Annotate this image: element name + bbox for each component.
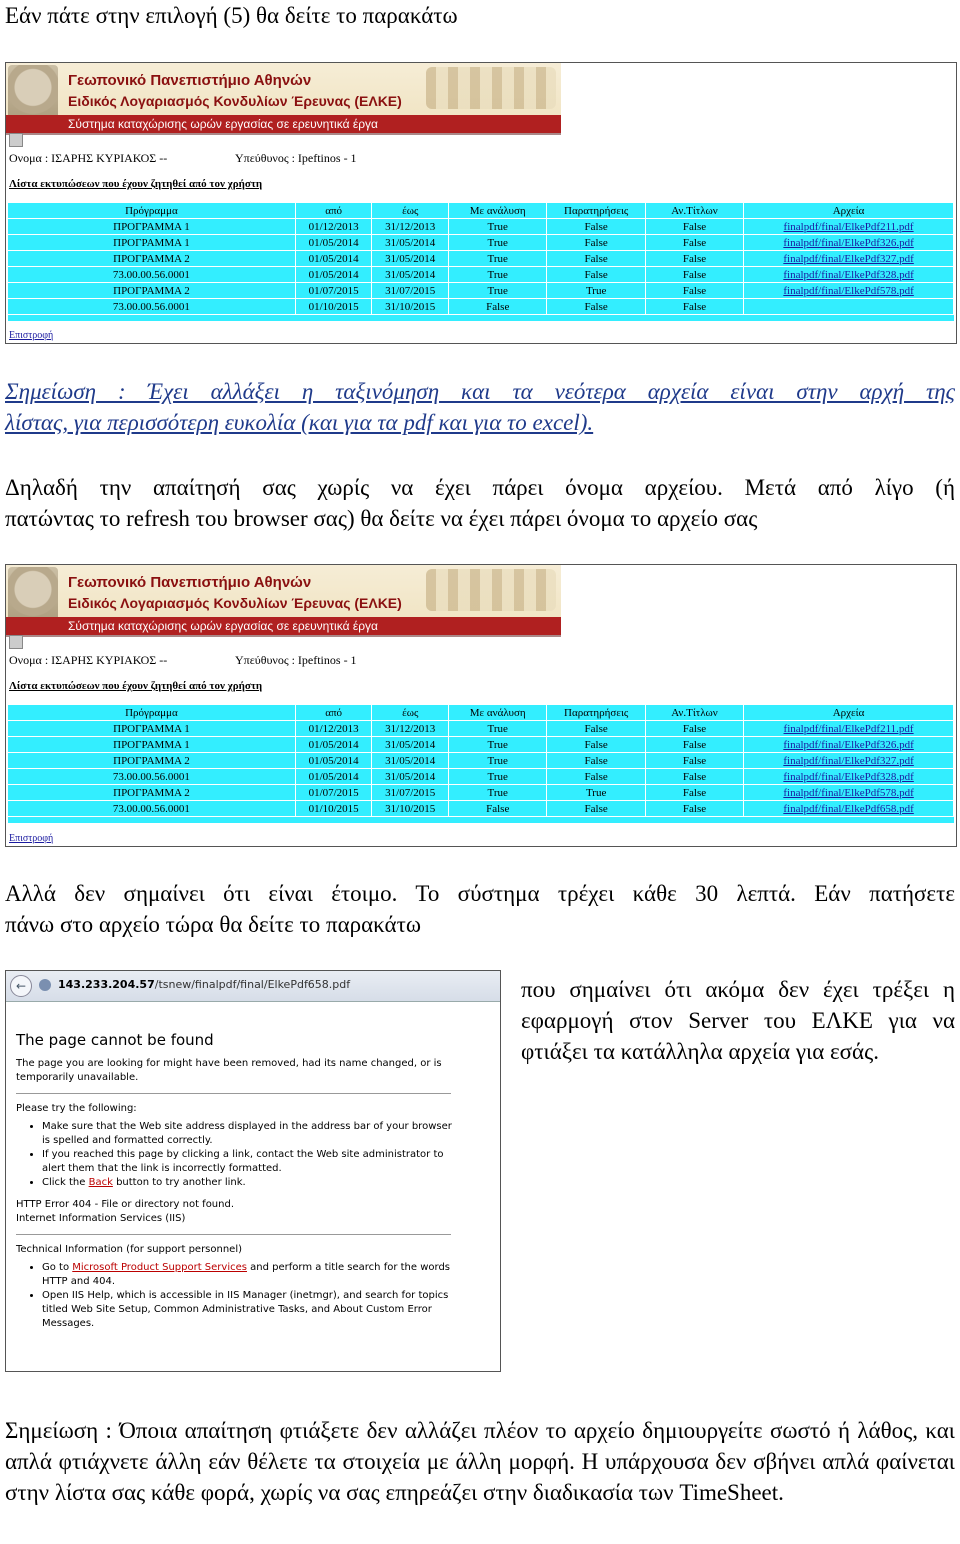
table-row <box>8 267 954 283</box>
table-cell: True <box>449 267 547 283</box>
column-header: έως <box>372 705 449 721</box>
list-item: • Click the Back button to try another link. <box>42 1176 456 1190</box>
table-cell: 01/05/2014 <box>295 753 372 769</box>
pdf-link[interactable]: finalpdf/final/ElkePdf326.pdf <box>744 235 954 251</box>
table-cell: ΠΡΟΓΡΑΜΜΑ 1 <box>8 235 295 251</box>
column-header: Με ανάλυση <box>449 705 547 721</box>
banner-title: Γεωπονικό Πανεπιστήμιο Αθηνών <box>68 574 312 591</box>
table-cell: True <box>449 235 547 251</box>
column-header: Με ανάλυση <box>449 203 547 219</box>
table-cell: 31/07/2015 <box>372 785 449 801</box>
list-item: • Open IIS Help, which is accessible in IIS Manager (inetmgr), and search for topics titled Web Site Setup, Common Administrative Tasks, and About Custom Error Messages. <box>42 1289 456 1331</box>
table-cell: True <box>547 283 645 299</box>
http-error: HTTP Error 404 - File or directory not found. <box>16 1199 235 1210</box>
app-banner <box>6 565 561 637</box>
table-cell: 31/05/2014 <box>372 753 449 769</box>
table-cell: False <box>547 267 645 283</box>
list-item: • Go to Microsoft Product Support Services and perform a title search for the words HTTP and 404. <box>42 1261 456 1289</box>
table-cell: False <box>645 219 743 235</box>
column-header: Αν.Τίτλων <box>645 203 743 219</box>
list-item: • If you reached this page by clicking a link, contact the Web site administrator to alert them that the link is incorrectly formatted. <box>42 1148 456 1176</box>
table-cell: True <box>449 721 547 737</box>
table-cell: 01/05/2014 <box>295 251 372 267</box>
column-header: Πρόγραμμα <box>8 203 295 219</box>
requests-table <box>8 203 954 321</box>
table-cell: True <box>449 753 547 769</box>
table-cell: False <box>547 721 645 737</box>
table-cell: ΠΡΟΓΡΑΜΜΑ 2 <box>8 753 295 769</box>
column-header: από <box>295 705 372 721</box>
column-header: Αρχεία <box>744 203 954 219</box>
table-cell: 73.00.00.56.0001 <box>8 299 295 315</box>
table-cell: False <box>547 299 645 315</box>
table-cell: 01/05/2014 <box>295 235 372 251</box>
ornament-decoration <box>426 67 556 109</box>
pdf-link[interactable]: finalpdf/final/ElkePdf578.pdf <box>744 283 954 299</box>
table-cell: 73.00.00.56.0001 <box>8 801 295 817</box>
table-cell: ΠΡΟΓΡΑΜΜΑ 2 <box>8 251 295 267</box>
app-screenshot-1 <box>5 62 957 344</box>
table-row <box>8 785 954 801</box>
table-cell: 73.00.00.56.0001 <box>8 769 295 785</box>
table-cell: 01/05/2014 <box>295 267 372 283</box>
table-cell: 31/05/2014 <box>372 235 449 251</box>
table-cell: False <box>547 753 645 769</box>
para-2-line-1: Δηλαδή την απαίτησή σας χωρίς να έχει πάρει όνομα αρχείου. Μετά από λίγο (ή <box>5 475 955 500</box>
pdf-link[interactable]: finalpdf/final/ElkePdf328.pdf <box>744 267 954 283</box>
table-cell: 31/05/2014 <box>372 737 449 753</box>
pdf-link[interactable]: finalpdf/final/ElkePdf211.pdf <box>744 721 954 737</box>
column-header: Παρατηρήσεις <box>547 705 645 721</box>
pdf-link[interactable]: finalpdf/final/ElkePdf658.pdf <box>744 801 954 817</box>
back-link[interactable]: Επιστροφή <box>9 833 54 844</box>
table-cell: False <box>645 737 743 753</box>
column-header: Αν.Τίτλων <box>645 705 743 721</box>
column-header: Πρόγραμμα <box>8 705 295 721</box>
table-cell: 01/07/2015 <box>295 785 372 801</box>
pdf-link[interactable]: finalpdf/final/ElkePdf578.pdf <box>744 785 954 801</box>
table-cell: False <box>645 769 743 785</box>
url-text[interactable]: 143.233.204.57/tsnew/finalpdf/final/ElkePdf658.pdf <box>58 978 351 991</box>
iis-label: Internet Information Services (IIS) <box>16 1213 186 1224</box>
final-note: Σημείωση : Όποια απαίτηση φτιάξετε δεν αλλάζει πλέον το αρχείο δημιουργείτε σωστό ή λάθος, και απλά φτιάχνετε άλλη εάν θέλετε τα στοιχεία με άλλη μορφή. Η υπάρχουσα δεν σβήνει απλά φαίνεται στην λίστα σας κάθε φορά, χωρίς να σας επηρεάζει στην διαδικασία των TimeSheet. <box>5 1418 955 1505</box>
table-cell: ΠΡΟΓΡΑΜΜΑ 1 <box>8 737 295 753</box>
print-list-link[interactable]: Λίστα εκτυπώσεων που έχουν ζητηθεί από τον χρήστη <box>9 178 263 190</box>
user-name: Ονομα : ΙΣΑΡΗΣ ΚΥΡΙΑΚΟΣ -- <box>9 653 168 667</box>
table-header <box>8 705 954 721</box>
table-cell: 01/12/2013 <box>295 219 372 235</box>
banner-strip: Σύστημα καταχώρισης ωρών εργασίας σε ερευνητικά έργα <box>6 115 561 133</box>
app-screenshot-2 <box>5 564 957 847</box>
table-row <box>8 737 954 753</box>
back-link[interactable]: Back <box>88 1177 113 1188</box>
pdf-link[interactable]: finalpdf/final/ElkePdf211.pdf <box>744 219 954 235</box>
column-header: έως <box>372 203 449 219</box>
back-arrow-icon[interactable]: ← <box>10 975 32 997</box>
requests-table <box>8 705 954 823</box>
user-line <box>9 653 357 668</box>
table-row <box>8 753 954 769</box>
column-header: Παρατηρήσεις <box>547 203 645 219</box>
para-3-line-2: πάνω στο αρχείο τώρα θα δείτε το παρακάτω <box>5 912 421 937</box>
table-row <box>8 283 954 299</box>
support-link[interactable]: Microsoft Product Support Services <box>72 1262 247 1273</box>
table-cell: True <box>449 251 547 267</box>
tech-info-label: Technical Information (for support personnel) <box>16 1244 243 1255</box>
table-cell: False <box>645 283 743 299</box>
table-cell: False <box>645 785 743 801</box>
table-cell: 01/10/2015 <box>295 299 372 315</box>
side-explanation: που σημαίνει ότι ακόμα δεν έχει τρέξει η εφαρμογή στον Server του ΕΛΚΕ για να φτιάξει τα κατάλληλα αρχεία για εσάς. <box>521 977 955 1064</box>
table-cell: 01/10/2015 <box>295 801 372 817</box>
table-row <box>8 235 954 251</box>
print-icon[interactable] <box>9 635 23 649</box>
table-cell: True <box>449 769 547 785</box>
table-cell: False <box>645 251 743 267</box>
table-header <box>8 203 954 219</box>
table-cell: 01/07/2015 <box>295 283 372 299</box>
table-cell: 31/12/2013 <box>372 219 449 235</box>
table-cell: True <box>449 283 547 299</box>
pdf-link[interactable]: finalpdf/final/ElkePdf326.pdf <box>744 737 954 753</box>
table-cell: False <box>645 753 743 769</box>
error-message: The page you are looking for might have been removed, had its name changed, or is temporarily unavailable. <box>16 1058 442 1083</box>
table-row <box>8 769 954 785</box>
table-cell: False <box>547 769 645 785</box>
list-item: • Make sure that the Web site address displayed in the address bar of your browser is spelled and formatted correctly. <box>42 1120 456 1148</box>
table-cell: True <box>449 737 547 753</box>
table-cell: True <box>547 785 645 801</box>
table-cell: False <box>645 721 743 737</box>
table-cell: False <box>645 235 743 251</box>
table-cell: False <box>645 801 743 817</box>
table-cell: False <box>645 299 743 315</box>
table-row <box>8 251 954 267</box>
table-cell: 31/10/2015 <box>372 801 449 817</box>
table-cell: 31/05/2014 <box>372 769 449 785</box>
table-row <box>8 721 954 737</box>
address-bar <box>6 971 500 1002</box>
table-cell: False <box>449 801 547 817</box>
globe-icon <box>39 979 51 991</box>
table-cell: 31/12/2013 <box>372 721 449 737</box>
table-cell: False <box>449 299 547 315</box>
error-content <box>16 1031 456 1331</box>
banner-subtitle: Ειδικός Λογαριασμός Κονδυλίων Έρευνας (ΕΛΚΕ) <box>68 93 402 109</box>
table-cell: 01/05/2014 <box>295 737 372 753</box>
table-cell: False <box>547 737 645 753</box>
tech-list <box>16 1261 456 1331</box>
para-2-line-2: πατώντας το refresh του browser σας) θα δείτε να έχει πάρει όνομα το αρχείο σας <box>5 506 758 531</box>
pdf-link[interactable]: finalpdf/final/ElkePdf327.pdf <box>744 251 954 267</box>
responsible-name: Υπεύθυνος : Ipeftinos - 1 <box>235 151 357 165</box>
user-name: Ονομα : ΙΣΑΡΗΣ ΚΥΡΙΑΚΟΣ -- <box>9 151 168 165</box>
table-cell: 73.00.00.56.0001 <box>8 267 295 283</box>
print-list-link[interactable]: Λίστα εκτυπώσεων που έχουν ζητηθεί από τον χρήστη <box>9 680 263 692</box>
table-cell: False <box>547 219 645 235</box>
back-link[interactable]: Επιστροφή <box>9 330 54 341</box>
pdf-link[interactable]: finalpdf/final/ElkePdf327.pdf <box>744 753 954 769</box>
suggestions-list <box>16 1120 456 1190</box>
table-row <box>8 801 954 817</box>
print-icon[interactable] <box>9 133 23 147</box>
banner-title: Γεωπονικό Πανεπιστήμιο Αθηνών <box>68 72 312 89</box>
para-3-line-1: Αλλά δεν σημαίνει ότι είναι έτοιμο. Το σύστημα τρέχει κάθε 30 λεπτά. Εάν πατήσετε <box>5 881 955 906</box>
table-cell: 31/10/2015 <box>372 299 449 315</box>
table-cell: ΠΡΟΓΡΑΜΜΑ 1 <box>8 721 295 737</box>
table-cell: 31/05/2014 <box>372 251 449 267</box>
banner-strip: Σύστημα καταχώρισης ωρών εργασίας σε ερευνητικά έργα <box>6 617 561 635</box>
browser-error-screenshot <box>5 970 501 1372</box>
error-heading: The page cannot be found <box>16 1031 214 1049</box>
user-line <box>9 151 357 166</box>
pdf-link[interactable]: finalpdf/final/ElkePdf328.pdf <box>744 769 954 785</box>
pdf-link <box>744 299 954 315</box>
try-label: Please try the following: <box>16 1103 137 1114</box>
table-row <box>8 299 954 315</box>
table-cell: 01/12/2013 <box>295 721 372 737</box>
table-cell: True <box>449 219 547 235</box>
table-cell: False <box>547 801 645 817</box>
ornament-decoration <box>426 569 556 611</box>
banner-subtitle: Ειδικός Λογαριασμός Κονδυλίων Έρευνας (ΕΛΚΕ) <box>68 595 402 611</box>
table-row <box>8 219 954 235</box>
note-sorting-2 <box>5 407 955 438</box>
table-cell: ΠΡΟΓΡΑΜΜΑ 2 <box>8 283 295 299</box>
note-sorting <box>5 376 955 407</box>
column-header: Αρχεία <box>744 705 954 721</box>
table-cell: 31/07/2015 <box>372 283 449 299</box>
intro-text: Εάν πάτε στην επιλογή (5) θα δείτε το παρακάτω <box>5 3 458 28</box>
app-banner <box>6 63 561 135</box>
table-cell: 01/05/2014 <box>295 769 372 785</box>
note-line-1: Σημείωση : Έχει αλλάξει η ταξινόμηση και τα νεότερα αρχεία είναι στην αρχή της <box>5 379 955 404</box>
table-cell: True <box>449 785 547 801</box>
table-cell: 31/05/2014 <box>372 267 449 283</box>
responsible-name: Υπεύθυνος : Ipeftinos - 1 <box>235 653 357 667</box>
table-cell: ΠΡΟΓΡΑΜΜΑ 1 <box>8 219 295 235</box>
table-cell: False <box>645 267 743 283</box>
note-line-2: λίστας, για περισσότερη ευκολία (και για τα pdf και για το excel). <box>5 410 594 435</box>
table-cell: False <box>547 235 645 251</box>
table-cell: False <box>547 251 645 267</box>
column-header: από <box>295 203 372 219</box>
table-cell: ΠΡΟΓΡΑΜΜΑ 2 <box>8 785 295 801</box>
